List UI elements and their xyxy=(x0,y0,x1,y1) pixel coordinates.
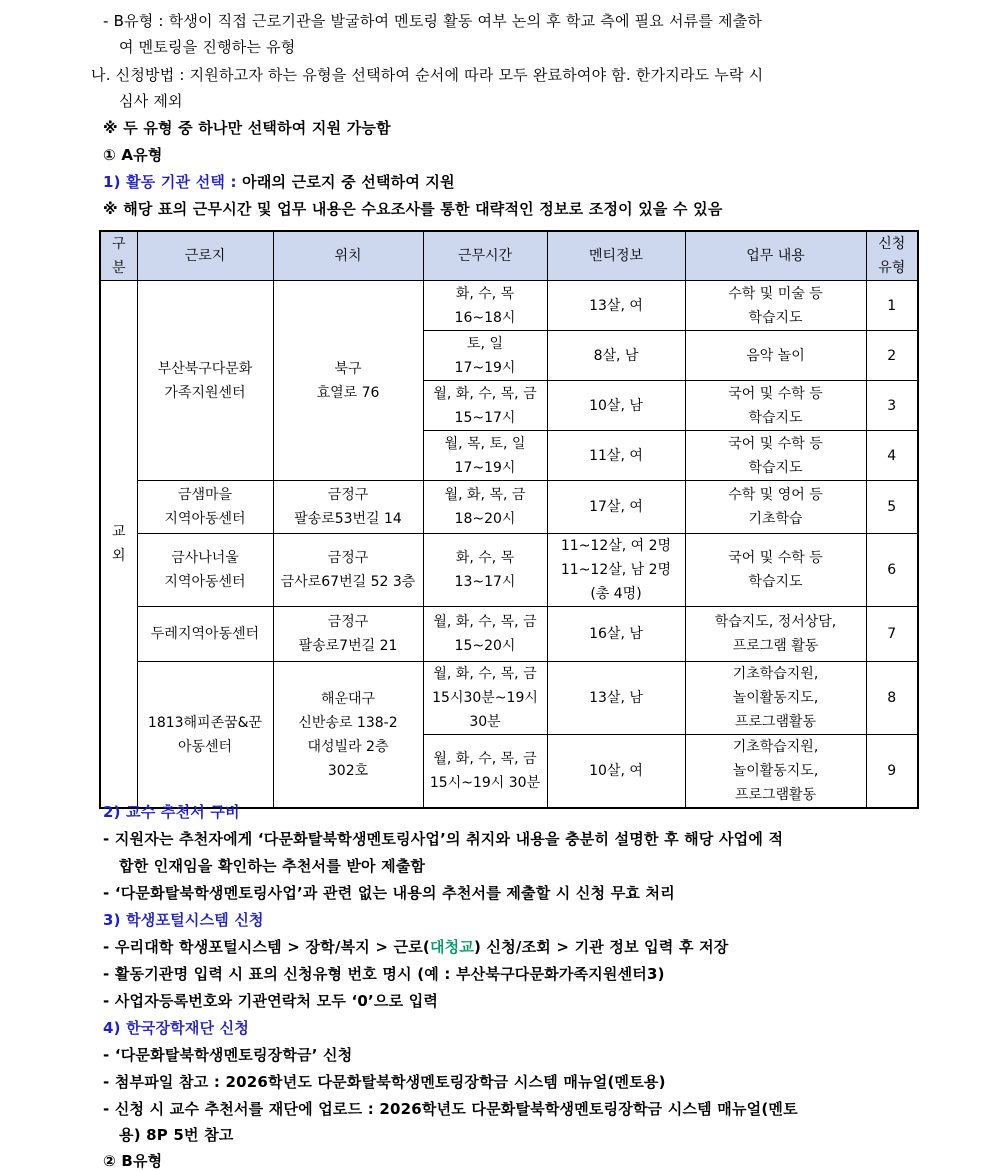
note-one-type: ※ 두 유형 중 하나만 선택하여 지원 가능함 xyxy=(103,119,391,137)
location-cell: 북구 효열로 76 xyxy=(273,281,423,481)
step3-line1-part-a: - 우리대학 학생포털시스템 > 장학/복지 > 근로( xyxy=(103,938,430,956)
note-table: ※ 해당 표의 근무시간 및 업무 내용은 수요조사를 통한 대략적인 정보로 조정이 있을 수 있음 xyxy=(103,200,723,218)
header-gubun: 구 분 xyxy=(100,231,137,281)
step3-line3: - 사업자등록번호와 기관연락처 모두 ‘0’으로 입력 xyxy=(103,992,439,1010)
work-cell: 국어 및 수학 등 학습지도 xyxy=(685,534,866,607)
b-type-desc-line2: 여 멘토링을 진행하는 유형 xyxy=(119,38,296,56)
step3-line1-part-b: ) 신청/조회 > 기관 정보 입력 후 저장 xyxy=(474,938,729,956)
hours-cell: 월, 화, 목, 금 18~20시 xyxy=(423,481,547,534)
location-cell: 금정구 팔송로53번길 14 xyxy=(273,481,423,534)
step3-line2: - 활동기관명 입력 시 표의 신청유형 번호 명시 (예 : 부산북구다문화가족지원센터3) xyxy=(103,965,665,983)
type-number-cell: 3 xyxy=(866,381,918,431)
work-cell: 음악 놀이 xyxy=(685,331,866,381)
step4-line3: - 신청 시 교수 추천서를 재단에 업로드 : 2026학년도 다문화탈북학생멘토링장학금 시스템 매뉴얼(멘토 xyxy=(103,1100,798,1118)
work-cell: 기초학습지원, 놀이활동지도, 프로그램활동 xyxy=(685,735,866,809)
work-cell: 기초학습지원, 놀이활동지도, 프로그램활동 xyxy=(685,662,866,735)
work-cell: 국어 및 수학 등 학습지도 xyxy=(685,381,866,431)
table-row xyxy=(100,281,918,331)
type-number-cell: 2 xyxy=(866,331,918,381)
type-number-cell: 6 xyxy=(866,534,918,607)
table-header-row xyxy=(100,231,918,281)
hours-cell: 화, 수, 목 13~17시 xyxy=(423,534,547,607)
placement-table xyxy=(99,230,919,809)
step1-line xyxy=(103,171,455,192)
step4-line4: 용) 8P 5번 참고 xyxy=(119,1126,234,1144)
step4-line1: - ‘다문화탈북학생멘토링장학금’ 신청 xyxy=(103,1046,353,1064)
step4-title: 4) 한국장학재단 신청 xyxy=(103,1019,250,1037)
hours-cell: 월, 목, 토, 일 17~19시 xyxy=(423,431,547,481)
hours-cell: 월, 화, 수, 목, 금 15시30분~19시 30분 xyxy=(423,662,547,735)
gubun-cell: 교 외 xyxy=(100,281,137,809)
mentee-cell: 8살, 남 xyxy=(547,331,685,381)
step1-text: 아래의 근로지 중 선택하여 지원 xyxy=(236,173,455,191)
mentee-cell: 13살, 남 xyxy=(547,662,685,735)
b-type-desc-line1: - B유형 : 학생이 직접 근로기관을 발굴하여 멘토링 활동 여부 논의 후 학교 측에 필요 서류를 제출하 xyxy=(103,12,763,30)
type-number-cell: 4 xyxy=(866,431,918,481)
header-mentee: 멘티정보 xyxy=(547,231,685,281)
place-cell: 금샘마을 지역아동센터 xyxy=(137,481,273,534)
type-number-cell: 5 xyxy=(866,481,918,534)
location-cell: 금정구 금사로67번길 52 3층 xyxy=(273,534,423,607)
work-cell: 수학 및 영어 등 기초학습 xyxy=(685,481,866,534)
type-number-cell: 7 xyxy=(866,607,918,662)
header-place: 근로지 xyxy=(137,231,273,281)
header-work: 업무 내용 xyxy=(685,231,866,281)
work-cell: 수학 및 미술 등 학습지도 xyxy=(685,281,866,331)
a-type-heading: ① A유형 xyxy=(103,146,163,164)
table-row xyxy=(100,481,918,534)
type-number-cell: 9 xyxy=(866,735,918,809)
step1-title: 1) 활동 기관 선택 : xyxy=(103,173,237,191)
header-type: 신청 유형 xyxy=(866,231,918,281)
place-cell: 부산북구다문화 가족지원센터 xyxy=(137,281,273,481)
table-row xyxy=(100,662,918,735)
mentee-cell: 10살, 남 xyxy=(547,381,685,431)
place-cell: 두레지역아동센터 xyxy=(137,607,273,662)
mentee-cell: 10살, 여 xyxy=(547,735,685,809)
work-cell: 학습지도, 정서상담, 프로그램 활동 xyxy=(685,607,866,662)
hours-cell: 월, 화, 수, 목, 금 15~20시 xyxy=(423,607,547,662)
method-line1: 나. 신청방법 : 지원하고자 하는 유형을 선택하여 순서에 따라 모두 완료하여야 함. 한가지라도 누락 시 xyxy=(91,66,764,84)
mentee-cell: 13살, 여 xyxy=(547,281,685,331)
step3-line1 xyxy=(103,936,728,957)
header-hours: 근무시간 xyxy=(423,231,547,281)
method-line2: 심사 제외 xyxy=(119,92,183,110)
hours-cell: 월, 화, 수, 목, 금 15시~19시 30분 xyxy=(423,735,547,809)
table-row xyxy=(100,534,918,607)
step3-line1-highlight: 대청교 xyxy=(429,938,475,956)
step2-line1: - 지원자는 추천자에게 ‘다문화탈북학생멘토링사업’의 취지와 내용을 충분히 설명한 후 해당 사업에 적 xyxy=(103,830,784,848)
place-cell: 1813해피존꿈&꾼 아동센터 xyxy=(137,662,273,809)
type-number-cell: 8 xyxy=(866,662,918,735)
step2-title: 2) 교수 추천서 구비 xyxy=(103,803,240,821)
step2-line2: 합한 인재임을 확인하는 추천서를 받아 제출함 xyxy=(119,857,426,875)
step2-line3: - ‘다문화탈북학생멘토링사업’과 관련 없는 내용의 추천서를 제출할 시 신청 무효 처리 xyxy=(103,884,675,902)
mentee-cell: 16살, 남 xyxy=(547,607,685,662)
step4-line2: - 첨부파일 참고 : 2026학년도 다문화탈북학생멘토링장학금 시스템 매뉴얼(멘토용) xyxy=(103,1073,666,1091)
step3-title: 3) 학생포털시스템 신청 xyxy=(103,911,264,929)
location-cell: 금정구 팔송로7번길 21 xyxy=(273,607,423,662)
type-number-cell: 1 xyxy=(866,281,918,331)
header-location: 위치 xyxy=(273,231,423,281)
mentee-cell: 11살, 여 xyxy=(547,431,685,481)
work-cell: 국어 및 수학 등 학습지도 xyxy=(685,431,866,481)
hours-cell: 월, 화, 수, 목, 금 15~17시 xyxy=(423,381,547,431)
b-type-heading: ② B유형 xyxy=(103,1152,163,1170)
place-cell: 금사나너울 지역아동센터 xyxy=(137,534,273,607)
mentee-cell: 17살, 여 xyxy=(547,481,685,534)
hours-cell: 토, 일 17~19시 xyxy=(423,331,547,381)
hours-cell: 화, 수, 목 16~18시 xyxy=(423,281,547,331)
location-cell: 해운대구 신반송로 138-2 대성빌라 2층 302호 xyxy=(273,662,423,809)
mentee-cell: 11~12살, 여 2명 11~12살, 남 2명 (총 4명) xyxy=(547,534,685,607)
table-row xyxy=(100,607,918,662)
